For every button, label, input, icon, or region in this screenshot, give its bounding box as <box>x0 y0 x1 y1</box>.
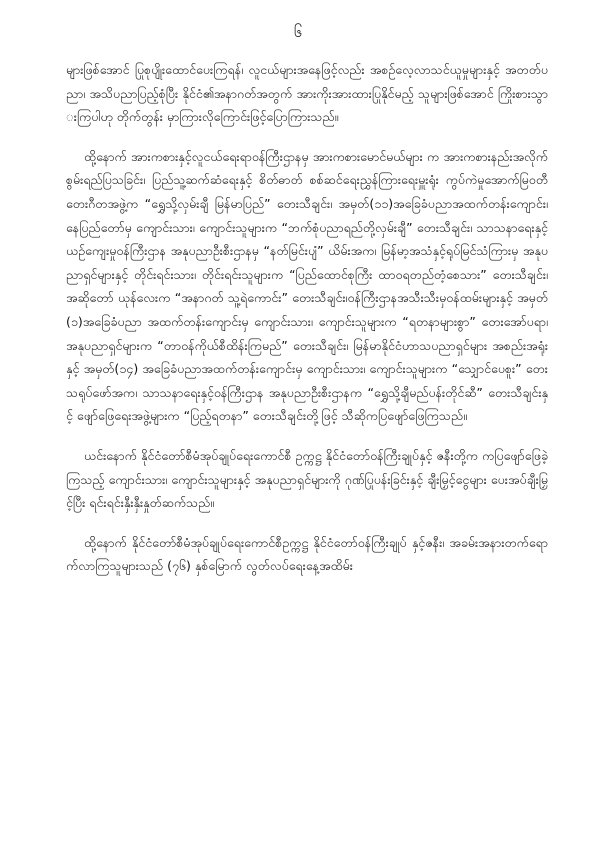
paragraph-3: ယင်းနောက် နိုင်ငံတော်စီမံအုပ်ချုပ်ရေးကောင်စီ ဥက္ကဋ္ဌ နိုင်ငံတော်ဝန်ကြီးချုပ်နှင့် ဇနီးတို့က ကပြဖျော်ဖြေခဲ့ကြသည့် ကျောင်းသား၊ ကျောင်းသူများနှင့် အနုပညာရှင်များကို ဂုဏ်ပြုပန်းခြင်းနှင့် ချီးမြှင့်ငွေများ ပေးအပ်ချီးမြှင့်ပြီး ရင်းရင်းနှီးနှီးနှုတ်ဆက်သည်။ <box>66 447 548 511</box>
paragraph-2: ထို့နောက် အားကစားနှင့်လူငယ်ရေးရာဝန်ကြီးဌာနမှ အားကစားမောင်မယ်များ က အားကစားနည်းအလိုက် စွမ်းရည်ပြသခြင်း၊ ပြည်သူ့ဆက်ဆံရေးနှင့် စိတ်ဓာတ် စစ်ဆင်ရေးညွှန်ကြားရေးမှူးရုံး ကွပ်ကဲမှုအောက်မြဝတီတေးဂီတအဖွဲ့က “ရွှေသို့လှမ်းချီ မြန်မာပြည်” တေးသီချင်း၊ အမှတ်(၁၁)အခြေခံပညာအထက်တန်းကျောင်း၊ နေပြည်တော်မှ ကျောင်းသား၊ ကျောင်းသူများက “ဘက်စုံပညာရည်တို့လှမ်းချီ” တေးသီချင်း၊ သာသနာရေးနှင့်ယဉ်ကျေးမှုဝန်ကြီးဌာန အနုပညာဦးစီးဌာနမှ “နတ်မြင်းပျံ” ယိမ်းအက၊ မြန်မာ့အသံနှင့်ရုပ်မြင်သံကြားမှ အနုပညာရှင်များနှင့် တိုင်းရင်းသား၊ တိုင်းရင်းသူများက “ပြည်ထောင်စုကြီး ထာဝရတည်တံ့စေသား” တေးသီချင်း၊ အဆိုတော် ယုန်လေးက “အနာဂတ် သူ့ရဲကောင်း” တေးသီချင်း၊ဝန်ကြီးဌာနအသီးသီးမှဝန်ထမ်းများနှင့် အမှတ်(၁)အခြေခံပညာ အထက်တန်းကျောင်းမှ ကျောင်းသား၊ ကျောင်းသူများက “ရတနာများစွာ” တေးအော်ပရာ၊ အနုပညာရှင်များက “တာဝန်ကိုယ်စီထိန်းကြမည်” တေးသီချင်း၊ မြန်မာနိုင်ငံဟာသပညာရှင်များ အစည်းအရုံးနှင့် အမှတ်(၁၄) အခြေခံပညာအထက်တန်းကျောင်းမှ ကျောင်းသား၊ ကျောင်းသူများက “သျှောင်ပေစူး” တေးသရုပ်ဖော်အက၊ သာသနာရေးနှင့်ဝန်ကြီးဌာန အနုပညာဦးစီးဌာနက “ရွှေသို့ချီမည်ပန်းတိုင်ဆီ” တေးသီချင်းနှင့် ဖျော်ဖြေရေးအဖွဲ့များက “ပြည့်ရတနာ” တေးသီချင်းတို့ဖြင့် သီဆိုကပြဖျော်ဖြေကြသည်။ <box>66 148 548 424</box>
page-number: ၆ <box>293 23 303 41</box>
paragraph-1: များဖြစ်အောင် ပြုစုပျိုးထောင်ပေးကြရန်၊ လူငယ်များအနေဖြင့်လည်း အစဉ်လေ့လာသင်ယူမှုများနှင့် အတတ်ပညာ၊ အသိပညာပြည့်စုံပြီး နိုင်ငံ၏အနာဂတ်အတွက် အားကိုးအားထားပြုနိုင်မည့် သူများဖြစ်အောင် ကြိုးစားသွားကြပါဟု တိုက်တွန်း မှာကြားလိုကြောင်းဖြင့်ပြောကြားသည်။ <box>66 62 548 125</box>
paragraph-4: ထို့နောက် နိုင်ငံတော်စီမံအုပ်ချုပ်ရေးကောင်စီဥက္ကဋ္ဌ နိုင်ငံတော်ဝန်ကြီးချုပ် နှင့်ဇနီး၊ အခမ်းအနားတက်ရောက်လာကြသူများသည် (၇၆) နှစ်မြောက် လွတ်လပ်ရေးနေ့အထိမ်း <box>66 534 548 574</box>
article-body <box>66 58 548 594</box>
